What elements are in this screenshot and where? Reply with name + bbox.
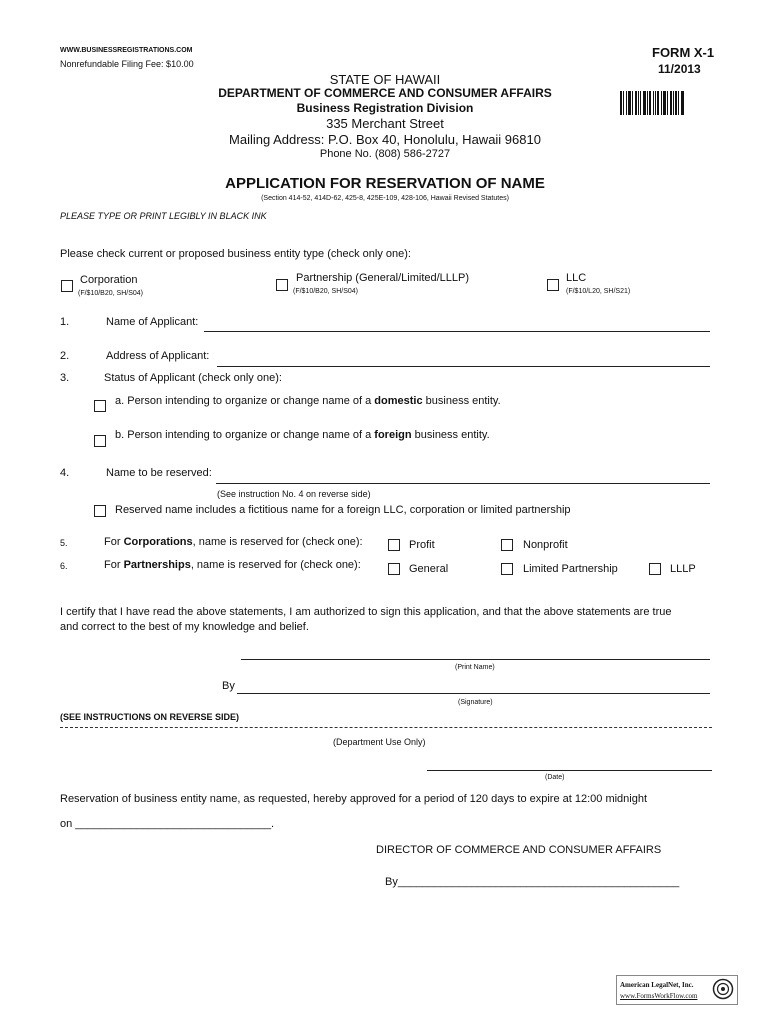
approval-text: Reservation of business entity name, as requested, hereby approved for a period of 120 days to expire at 12:00 midnight bbox=[60, 793, 648, 805]
street-address: 335 Merchant Street bbox=[326, 116, 444, 131]
director-signature-line: By______________________________________________ bbox=[385, 876, 680, 888]
see-instructions: (SEE INSTRUCTIONS ON REVERSE SIDE) bbox=[60, 712, 240, 722]
certify-line-1: I certify that I have read the above statements, I am authorized to sign this application, and that the above statements are true bbox=[60, 606, 672, 618]
date-field bbox=[427, 770, 712, 771]
applicant-name-field[interactable] bbox=[204, 331, 710, 332]
domestic-checkbox[interactable] bbox=[94, 400, 106, 412]
profit-checkbox[interactable] bbox=[388, 539, 400, 551]
domestic-option-label: a. Person intending to organize or change name of a domestic business entity. bbox=[115, 395, 501, 407]
website-text: WWW.BUSINESSREGISTRATIONS.COM bbox=[60, 47, 193, 54]
general-checkbox[interactable] bbox=[388, 563, 400, 575]
corporation-checkbox[interactable] bbox=[61, 280, 73, 292]
publisher-emblem-icon bbox=[712, 978, 734, 1000]
lllp-label: LLLP bbox=[670, 563, 696, 575]
partnerships-reserved-label: For Partnerships, name is reserved for (check one): bbox=[104, 559, 361, 571]
publisher-name: American LegalNet, Inc. bbox=[620, 981, 694, 989]
date-caption: (Date) bbox=[545, 774, 565, 781]
director-title: DIRECTOR OF COMMERCE AND CONSUMER AFFAIRS bbox=[376, 844, 662, 856]
state-heading: STATE OF HAWAII bbox=[329, 72, 441, 87]
reserved-name-label: Name to be reserved: bbox=[106, 467, 212, 479]
applicant-address-label: Address of Applicant: bbox=[106, 350, 210, 362]
statutes-note: (Section 414-52, 414D-62, 425-8, 425E-109, 428-106, Hawaii Revised Statutes) bbox=[261, 195, 509, 202]
ink-instruction: PLEASE TYPE OR PRINT LEGIBLY IN BLACK INK bbox=[60, 211, 267, 221]
corporations-reserved-label: For Corporations, name is reserved for (check one): bbox=[104, 536, 363, 548]
form-number: FORM X-1 bbox=[652, 45, 715, 60]
llc-label: LLC bbox=[566, 272, 587, 284]
department-use-only: (Department Use Only) bbox=[333, 737, 426, 747]
partnership-code: (F/$10/B20, SH/S04) bbox=[293, 288, 358, 295]
applicant-name-label: Name of Applicant: bbox=[106, 316, 199, 328]
nonprofit-label: Nonprofit bbox=[523, 539, 568, 551]
limited-partnership-label: Limited Partnership bbox=[523, 563, 618, 575]
general-label: General bbox=[409, 563, 449, 575]
limited-partnership-checkbox[interactable] bbox=[501, 563, 513, 575]
partnership-checkbox[interactable] bbox=[276, 279, 288, 291]
item-1-number: 1. bbox=[60, 316, 70, 328]
applicant-address-field[interactable] bbox=[217, 366, 710, 367]
department-heading: DEPARTMENT OF COMMERCE AND CONSUMER AFFAIRS bbox=[218, 86, 552, 100]
signature-caption: (Signature) bbox=[458, 699, 493, 706]
reserved-name-field[interactable] bbox=[216, 483, 710, 484]
form-date: 11/2013 bbox=[658, 62, 701, 76]
print-name-caption: (Print Name) bbox=[455, 664, 495, 671]
division-heading: Business Registration Division bbox=[296, 101, 474, 115]
corporation-label: Corporation bbox=[80, 274, 138, 286]
reserved-name-note: (See instruction No. 4 on reverse side) bbox=[217, 489, 371, 499]
item-2-number: 2. bbox=[60, 350, 70, 362]
foreign-checkbox[interactable] bbox=[94, 435, 106, 447]
profit-label: Profit bbox=[409, 539, 435, 551]
applicant-status-label: Status of Applicant (check only one): bbox=[104, 372, 282, 384]
foreign-option-label: b. Person intending to organize or change name of a foreign business entity. bbox=[115, 429, 490, 441]
nonprofit-checkbox[interactable] bbox=[501, 539, 513, 551]
lllp-checkbox[interactable] bbox=[649, 563, 661, 575]
partnership-label: Partnership (General/Limited/LLLP) bbox=[296, 272, 470, 284]
corporation-code: (F/$10/B20, SH/S04) bbox=[78, 290, 143, 297]
mailing-address: Mailing Address: P.O. Box 40, Honolulu, Hawaii 96810 bbox=[229, 132, 541, 147]
fictitious-name-checkbox[interactable] bbox=[94, 505, 106, 517]
expiration-date-line: on ________________________________. bbox=[60, 818, 275, 830]
form-title: APPLICATION FOR RESERVATION OF NAME bbox=[225, 175, 545, 192]
signature-field[interactable] bbox=[237, 693, 710, 694]
publisher-url[interactable]: www.FormsWorkFlow.com bbox=[620, 992, 698, 1000]
by-label: By bbox=[222, 680, 235, 692]
item-5-number: 5. bbox=[60, 538, 68, 548]
llc-code: (F/$10/L20, SH/S21) bbox=[566, 288, 631, 295]
certify-line-2: and correct to the best of my knowledge and belief. bbox=[60, 621, 309, 633]
item-3-number: 3. bbox=[60, 372, 70, 384]
print-name-field[interactable] bbox=[241, 659, 710, 660]
fictitious-name-label: Reserved name includes a fictitious name for a foreign LLC, corporation or limited partnership bbox=[115, 504, 571, 516]
department-divider bbox=[60, 727, 712, 728]
entity-type-prompt: Please check current or proposed business entity type (check only one): bbox=[60, 248, 411, 260]
phone-number: Phone No. (808) 586-2727 bbox=[319, 148, 451, 160]
publisher-logo bbox=[616, 975, 738, 1005]
llc-checkbox[interactable] bbox=[547, 279, 559, 291]
item-4-number: 4. bbox=[60, 467, 70, 479]
item-6-number: 6. bbox=[60, 561, 68, 571]
filing-fee: Nonrefundable Filing Fee: $10.00 bbox=[60, 59, 194, 69]
